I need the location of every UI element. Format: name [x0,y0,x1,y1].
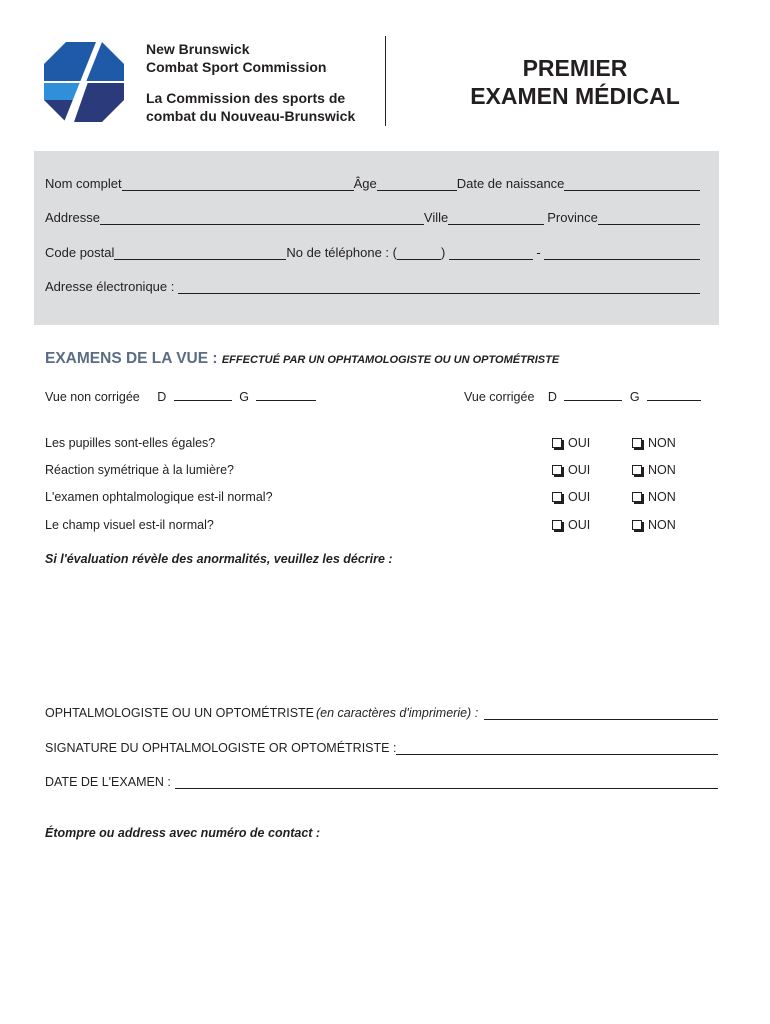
city-label: Ville [423,210,449,225]
checkbox-icon[interactable] [552,438,562,448]
question-exam-normal: L'examen ophtalmologique est-il normal? [45,490,273,504]
email-field[interactable] [178,281,700,294]
commission-logo [44,42,124,122]
org-fr-line1: La Commission des sports de [146,90,346,106]
checkbox-icon[interactable] [552,492,562,502]
phone-label: No de téléphone : ( [286,245,397,260]
exam-yes[interactable] [552,490,590,504]
question-pupils: Les pupilles sont-elles égales? [45,436,216,450]
stamp-prompt: Étompre ou address avec numéro de contact : [45,826,321,840]
org-en-line2: Combat Sport Commission [146,59,327,75]
corrected-left-label: G [629,390,640,404]
dob-field[interactable] [564,178,700,191]
postal-label: Code postal [45,245,115,260]
uncorrected-label: Vue non corrigée [45,390,140,404]
examiner-name-row [45,706,718,720]
signature-field[interactable] [396,742,718,755]
yes-label: OUI [568,490,591,504]
checkbox-icon[interactable] [632,465,642,475]
corrected-left-field[interactable] [647,388,701,401]
form-title [440,54,710,110]
phone-area-field[interactable] [397,247,441,260]
light-yes[interactable] [552,463,590,477]
org-name-en [146,40,326,76]
age-label: Âge [353,176,377,191]
row-name-age-dob [45,176,700,191]
corrected-vision-row [464,388,701,404]
field-yes[interactable] [552,518,590,532]
checkbox-icon[interactable] [632,438,642,448]
signature-row [45,741,718,755]
abnormal-description-area[interactable] [45,572,718,692]
uncorrected-right-label: D [157,390,167,404]
row-postal-phone [45,245,700,260]
stamp-area[interactable] [45,848,718,998]
email-label: Adresse électronique : [45,279,175,294]
full-name-field[interactable] [122,178,354,191]
abnormal-prompt: Si l'évaluation révèle des anormalités, veuillez les décrire : [45,552,393,566]
examiner-label: OPHTALMOLOGISTE OU UN OPTOMÉTRISTE [45,706,315,720]
org-name-fr [146,89,355,125]
row-email [45,279,700,294]
province-field[interactable] [598,212,700,225]
question-visual-field: Le champ visuel est-il normal? [45,518,214,532]
exam-date-row [45,775,718,789]
postal-field[interactable] [114,247,286,260]
header-divider [385,36,386,126]
yes-label: OUI [568,436,591,450]
field-no[interactable] [632,518,676,532]
city-field[interactable] [448,212,544,225]
phone-dash: - [536,245,541,260]
vision-title-text: EXAMENS DE LA VUE : [45,350,222,367]
phone-close: ) [440,245,446,260]
light-no[interactable] [632,463,676,477]
province-label: Province [547,210,598,225]
no-label: NON [648,490,676,504]
no-label: NON [648,518,676,532]
corrected-right-label: D [547,390,557,404]
yes-label: OUI [568,518,591,532]
title-line2: EXAMEN MÉDICAL [470,83,680,109]
checkbox-icon[interactable] [632,492,642,502]
checkbox-icon[interactable] [552,465,562,475]
no-label: NON [648,463,676,477]
age-field[interactable] [377,178,457,191]
org-fr-line2: combat du Nouveau-Brunswick [146,108,356,124]
phone-prefix-field[interactable] [449,247,533,260]
logo-hline [44,81,124,83]
checkbox-icon[interactable] [552,520,562,530]
no-label: NON [648,436,676,450]
address-label: Addresse [45,210,100,225]
exam-date-field[interactable] [175,776,718,789]
dob-label: Date de naissance [456,176,565,191]
yes-label: OUI [568,463,591,477]
uncorrected-left-label: G [239,390,249,404]
org-en-line1: New Brunswick [146,41,250,57]
examiner-hint: (en caractères d'imprimerie) : [316,706,479,720]
row-address [45,210,700,225]
pupils-no[interactable] [632,436,676,450]
phone-number-field[interactable] [544,247,700,260]
examiner-name-field[interactable] [484,707,718,720]
vision-subtitle: EFFECTUÉ PAR UN OPHTAMOLOGISTE OU UN OPTOMÉTRISTE [221,354,560,366]
exam-no[interactable] [632,490,676,504]
uncorrected-right-field[interactable] [174,388,232,401]
pupils-yes[interactable] [552,436,590,450]
title-line1: PREMIER [522,55,628,81]
full-name-label: Nom complet [45,176,122,191]
uncorrected-left-field[interactable] [256,388,316,401]
vision-section-title [45,350,559,368]
signature-label: SIGNATURE DU OPHTALMOLOGISTE OR OPTOMÉTRISTE : [45,741,397,755]
corrected-right-field[interactable] [564,388,622,401]
question-light-reaction: Réaction symétrique à la lumière? [45,463,234,477]
uncorrected-vision-row [45,388,316,404]
exam-date-label: DATE DE L'EXAMEN : [45,775,171,789]
address-field[interactable] [100,212,424,225]
corrected-label: Vue corrigée [464,390,535,404]
checkbox-icon[interactable] [632,520,642,530]
